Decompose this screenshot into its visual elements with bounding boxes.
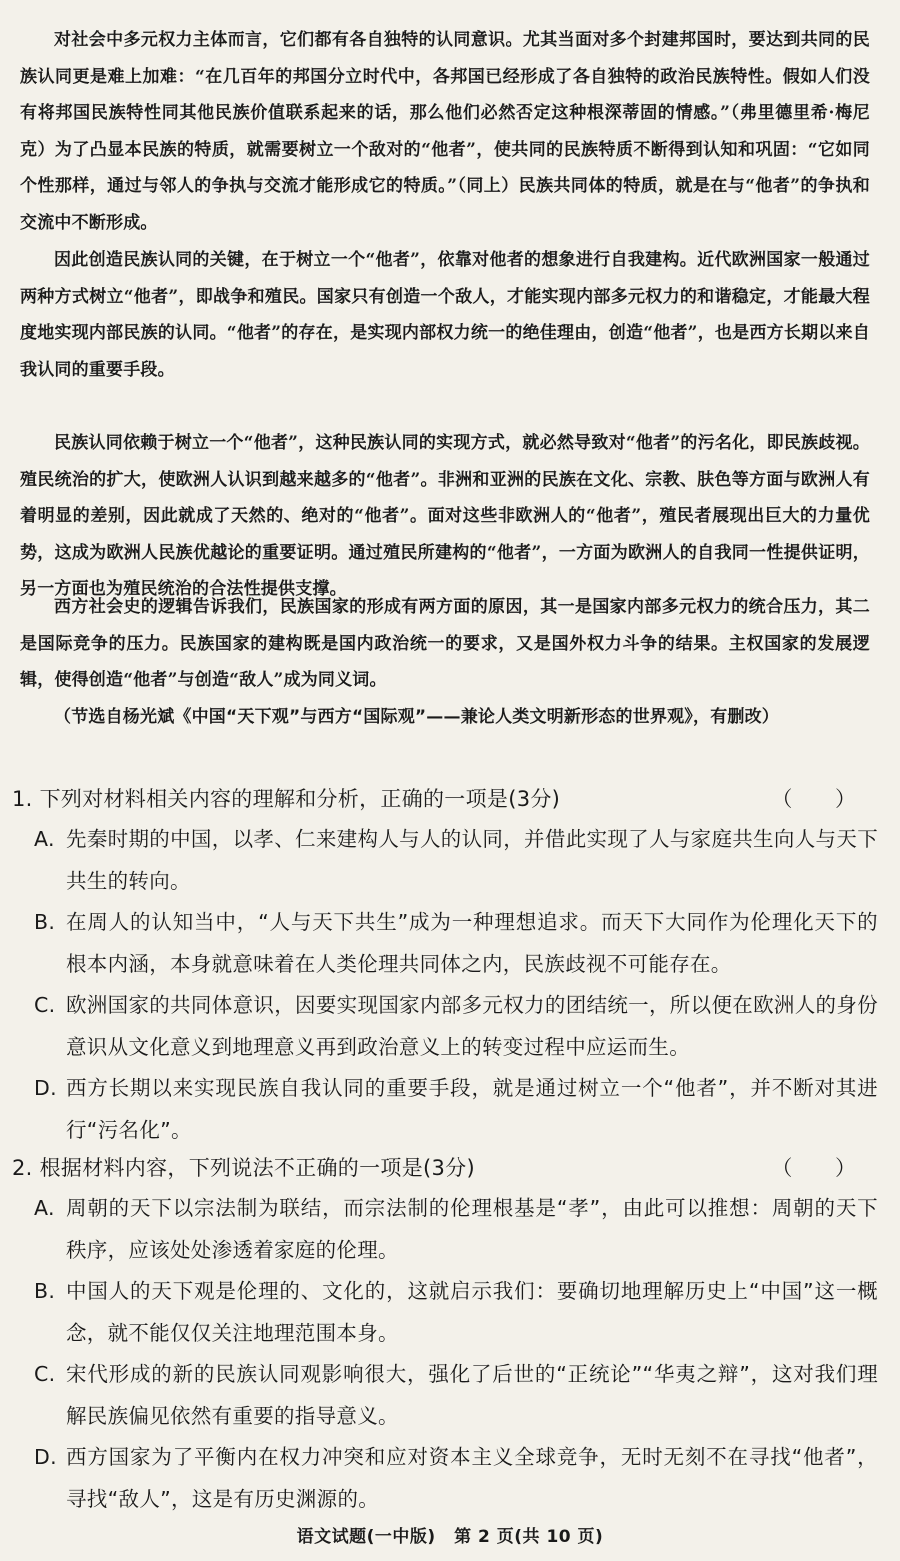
question-stem-text: 1. 下列对材料相关内容的理解和分析，正确的一项是(3分) [12, 787, 561, 811]
passage-paragraph: 因此创造民族认同的关键，在于树立一个“他者”，依靠对他者的想象进行自我建构。近代欧洲国家一般通过两种方式树立“他者”，即战争和殖民。国家只有创造一个敌人，才能实现内部多元权力的和谐稳定，才能最大程度地实现内部民族的认同。“他者”的存在，是实现内部权力统一的绝佳理由，创造“他者”，也是西方长期以来自我认同的重要手段。 [20, 250, 870, 380]
question-1 [8, 779, 878, 1151]
option-letter: D. [34, 1076, 57, 1100]
option-letter: C. [34, 993, 56, 1017]
option-text: 西方长期以来实现民族自我认同的重要手段，就是通过树立一个“他者”，并不断对其进行“污名化”。 [66, 1076, 878, 1142]
footer-subject: 语文试题(一中版) [296, 1527, 436, 1547]
option-text: 在周人的认知当中，“人与天下共生”成为一种理想追求。而天下大同作为伦理化天下的根本内涵，本身就意味着在人类伦理共同体之内，民族歧视不可能存在。 [66, 910, 878, 976]
page-footer [0, 1522, 900, 1547]
option-text: 欧洲国家的共同体意识，因要实现国家内部多元权力的团结统一，所以便在欧洲人的身份意识从文化意义到地理意义再到政治意义上的转变过程中应运而生。 [66, 993, 878, 1059]
option-text: 中国人的天下观是伦理的、文化的，这就启示我们：要确切地理解历史上“中国”这一概念，就不能仅仅关注地理范围本身。 [66, 1279, 878, 1345]
option-letter: C. [34, 1362, 56, 1386]
option-letter: D. [34, 1445, 57, 1469]
option-letter: B. [34, 1279, 56, 1303]
footer-page-number: 第 2 页(共 10 页) [454, 1527, 604, 1547]
option-letter: B. [34, 910, 56, 934]
option-text: 西方国家为了平衡内在权力冲突和应对资本主义全球竞争，无时无刻不在寻找“他者”，寻找“敌人”，这是有历史渊源的。 [66, 1445, 878, 1511]
passage-paragraph: 民族认同依赖于树立一个“他者”，这种民族认同的实现方式，就必然导致对“他者”的污名化，即民族歧视。殖民统治的扩大，使欧洲人认识到越来越多的“他者”。非洲和亚洲的民族在文化、宗教、肤色等方面与欧洲人有着明显的差别，因此就成了天然的、绝对的“他者”。面对这些非欧洲人的“他者”，殖民者展现出巨大的力量优势，这成为欧洲人民族优越论的重要证明。通过殖民所建构的“他者”，一方面为欧洲人的自我同一性提供证明，另一方面也为殖民统治的合法性提供支撑。 [20, 433, 870, 600]
question-stem [8, 779, 878, 819]
answer-blank: （ ） [771, 787, 874, 811]
option-d [8, 1437, 878, 1520]
question-2 [8, 1148, 878, 1520]
option-a [8, 819, 878, 902]
passage-paragraph: 西方社会史的逻辑告诉我们，民族国家的形成有两方面的原因，其一是国家内部多元权力的统合压力，其二是国际竞争的压力。民族国家的建构既是国内政治统一的要求，又是国外权力斗争的结果。主权国家的发展逻辑，使得创造“他者”与创造“敌人”成为同义词。 [20, 597, 870, 691]
option-c [8, 1354, 878, 1437]
question-stem-text: 2. 根据材料内容，下列说法不正确的一项是(3分) [12, 1156, 475, 1180]
option-letter: A. [34, 1196, 55, 1220]
option-d [8, 1068, 878, 1151]
option-a [8, 1188, 878, 1271]
option-b [8, 902, 878, 985]
passage-source: （节选自杨光斌《中国“天下观”与西方“国际观”——兼论人类文明新形态的世界观》，有删改） [54, 707, 779, 727]
option-text: 宋代形成的新的民族认同观影响很大，强化了后世的“正统论”“华夷之辩”，这对我们理解民族偏见依然有重要的指导意义。 [66, 1362, 878, 1428]
answer-blank: （ ） [771, 1156, 874, 1180]
option-text: 周朝的天下以宗法制为联结，而宗法制的伦理根基是“孝”，由此可以推想：周朝的天下秩序，应该处处渗透着家庭的伦理。 [66, 1196, 878, 1262]
option-text: 先秦时期的中国，以孝、仁来建构人与人的认同，并借此实现了人与家庭共生向人与天下共生的转向。 [66, 827, 878, 893]
question-stem [8, 1148, 878, 1188]
option-b [8, 1271, 878, 1354]
option-letter: A. [34, 827, 55, 851]
passage-paragraph: 对社会中多元权力主体而言，它们都有各自独特的认同意识。尤其当面对多个封建邦国时，要达到共同的民族认同更是难上加难：“在几百年的邦国分立时代中，各邦国已经形成了各自独特的政治民族特性。假如人们没有将邦国民族特性同其他民族价值联系起来的话，那么他们必然否定这种根深蒂固的情感。”（弗里德里希·梅尼克）为了凸显本民族的特质，就需要树立一个敌对的“他者”，使共同的民族特质不断得到认知和巩固：“它如同个性那样，通过与邻人的争执与交流才能形成它的特质。”（同上）民族共同体的特质，就是在与“他者”的争执和交流中不断形成。 [20, 30, 870, 233]
option-c [8, 985, 878, 1068]
